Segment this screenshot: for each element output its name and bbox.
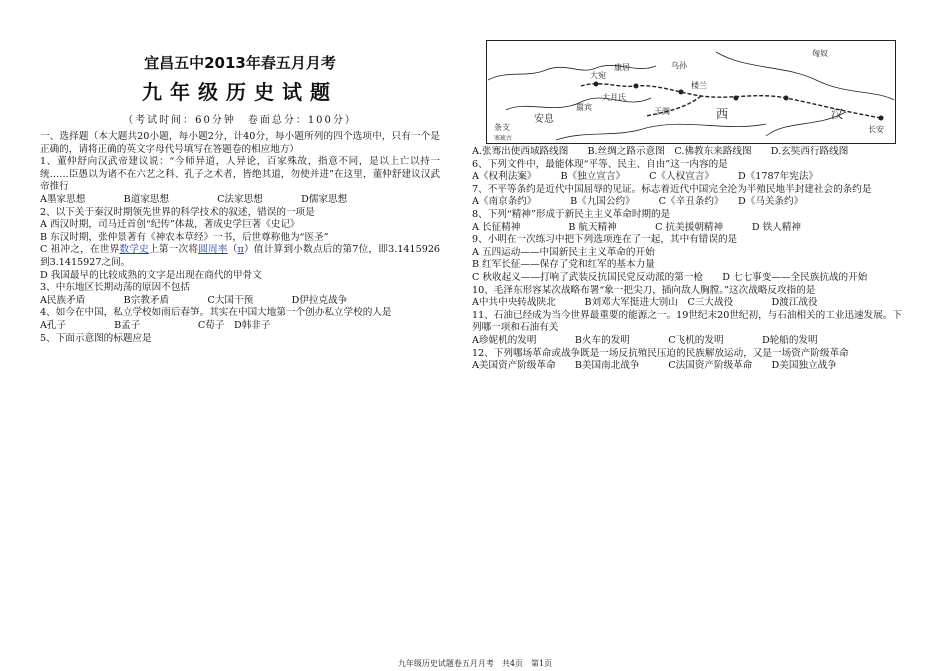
question-10: 10、毛泽东形容某次战略布署“象一把尖刀，插向敌人胸膛。”这次战略反攻指的是 — [472, 284, 816, 296]
map-label-dayuan: 大宛 — [590, 71, 606, 80]
map-label-loulan: 楼兰 — [691, 81, 707, 90]
question-6-options: A《权利法案》 B《独立宣言》 C《人权宣言》 D《1787年宪法》 — [472, 171, 819, 183]
instructions: 一、选择题（本大题共20小题，每小题2分，计40分，每小题所列的四个选项中，只有一个是正确的，请将正确的英文字母代号填写在答题卷的相应地方） — [40, 131, 440, 155]
question-3: 3、中东地区长期动荡的原因不包括 — [40, 282, 191, 294]
pi-link[interactable]: 圆周率 — [198, 244, 228, 256]
question-2: 2、以下关于秦汉时期领先世界的科学技术的叙述，错误的一项是 — [40, 206, 315, 218]
question-1-options: A墨家思想 B道家思想 C法家思想 D儒家思想 — [40, 193, 348, 205]
exam-info: （考试时间：60分钟 卷面总分：100分） — [123, 115, 357, 126]
map-label-dayuezhi: 大月氏 — [602, 93, 626, 102]
subject-title: 九年级历史试题 — [142, 80, 338, 104]
page-footer: 九年级历史试题卷五月月考 共4页 第1页 — [397, 659, 553, 668]
question-12: 12、下列哪场革命或战争既是一场反抗殖民压迫的民族解放运动，又是一场资产阶级革命 — [472, 347, 849, 359]
map-label-han: 汉 — [831, 107, 844, 121]
question-1: 1、董仲舒向汉武帝建议说：“今师异道，人异论，百家殊故，指意不同，是以上亡以持一统……臣愚以为诸不在六艺之科、孔子之术者，皆绝其道，勿使并进”在这里，董仲舒建议汉武帝推行 — [40, 156, 440, 193]
map-label-yutian: 于阗 — [654, 107, 670, 116]
question-7: 7、不平等条约是近代中国屈辱的见证。标志着近代中国完全沦为半殖民地半封建社会的条约是 — [472, 183, 872, 195]
right-questions — [472, 146, 902, 373]
question-8: 8、下列“精神”形成于新民主主义革命时期的是 — [472, 208, 671, 220]
silk-road-map — [486, 40, 896, 144]
question-11: 11、石油已经成为当今世界最重要的能源之一。19世纪末20世纪初，与石油相关的工业迅速发展。下列哪一项和石油有关 — [472, 309, 902, 334]
question-6: 6、下列文件中，最能体现“平等、民主、自由”这一内容的是 — [472, 158, 728, 170]
map-label-changan: 长安 — [868, 125, 884, 134]
question-7-options: A《南京条约》 B《九国公约》 C《辛丑条约》 D《马关条约》 — [472, 196, 804, 208]
q2c-text-3: ）值计算到小数点后的第7位，即3.1415926到3.1415927之间。 — [40, 244, 441, 268]
map-label-anxi: 安息 — [534, 114, 554, 125]
pi-symbol-link[interactable]: π — [237, 244, 244, 256]
question-3-options: A民族矛盾 B宗教矛盾 C大国干预 D伊拉克战争 — [40, 294, 348, 306]
question-9: 9、小明在一次练习中把下列选项连在了一起，其中有错误的是 — [472, 234, 738, 246]
question-5: 5、下面示意图的标题应是 — [40, 332, 152, 344]
question-2-option-a: A 西汉时期，司马迁首创“纪传”体裁，著成史学巨著《史记》 — [40, 219, 300, 231]
q2c-text-2: 上第一次将 — [149, 244, 199, 256]
question-2-option-b: B 东汉时期，张仲景著有《神农本草经》一书，后世尊称他为“医圣” — [40, 231, 329, 243]
question-9-option-b: B 红军长征——保存了党和红军的基本力量 — [472, 259, 655, 271]
question-9-option-a: A 五四运动——中国新民主主义革命的开始 — [472, 246, 655, 258]
math-history-link[interactable]: 数学史 — [119, 244, 149, 256]
map-label-xi: 西 — [716, 107, 729, 121]
q2c-text-1: C 祖冲之，在世界 — [40, 244, 120, 256]
map-label-kangju: 康居 — [614, 63, 630, 72]
map-label-tiaozhi: 条支 — [494, 123, 510, 132]
school-title: 宜昌五中2013年春五月月考 — [144, 54, 336, 72]
question-10-options: A中共中央转战陕北 B刘邓大军挺进大别山 C三大战役 D渡江战役 — [472, 297, 818, 309]
question-2-option-d: D 我国最早的比较成熟的文字是出现在商代的甲骨文 — [40, 269, 262, 281]
question-4: 4、如今在中国，私立学校如雨后春笋。其实在中国大地第一个创办私立学校的人是 — [40, 307, 392, 319]
left-questions — [40, 131, 440, 345]
map-label-seleucid: 塞琉古 — [494, 135, 513, 142]
question-4-options: A孔子 B孟子 C荀子 D韩非子 — [40, 319, 271, 331]
q2c-paren: （ — [227, 244, 238, 256]
map-label-jibin: 罽宾 — [576, 103, 592, 112]
map-label-wusun: 乌孙 — [671, 61, 687, 70]
question-12-options: A美国资产阶级革命 B美国南北战争 C法国资产阶级革命 D美国独立战争 — [472, 360, 837, 372]
question-11-options: A珍妮机的发明 B火车的发明 C飞机的发明 D轮船的发明 — [472, 334, 818, 346]
question-8-options: A 长征精神 B 航天精神 C 抗美援朝精神 D 铁人精神 — [472, 221, 802, 233]
question-5-options: A.张骞出使西域路线图 B.丝绸之路示意图 C.佛教东来路线图 D.玄奘西行路线图 — [472, 146, 849, 157]
question-2-option-c — [40, 244, 440, 269]
map-label-xiongnu: 匈奴 — [812, 49, 828, 58]
question-9-option-c: C 秋收起义——打响了武装反抗国民党反动派的第一枪 D 七七事变——全民族抗战的开始 — [472, 271, 868, 283]
